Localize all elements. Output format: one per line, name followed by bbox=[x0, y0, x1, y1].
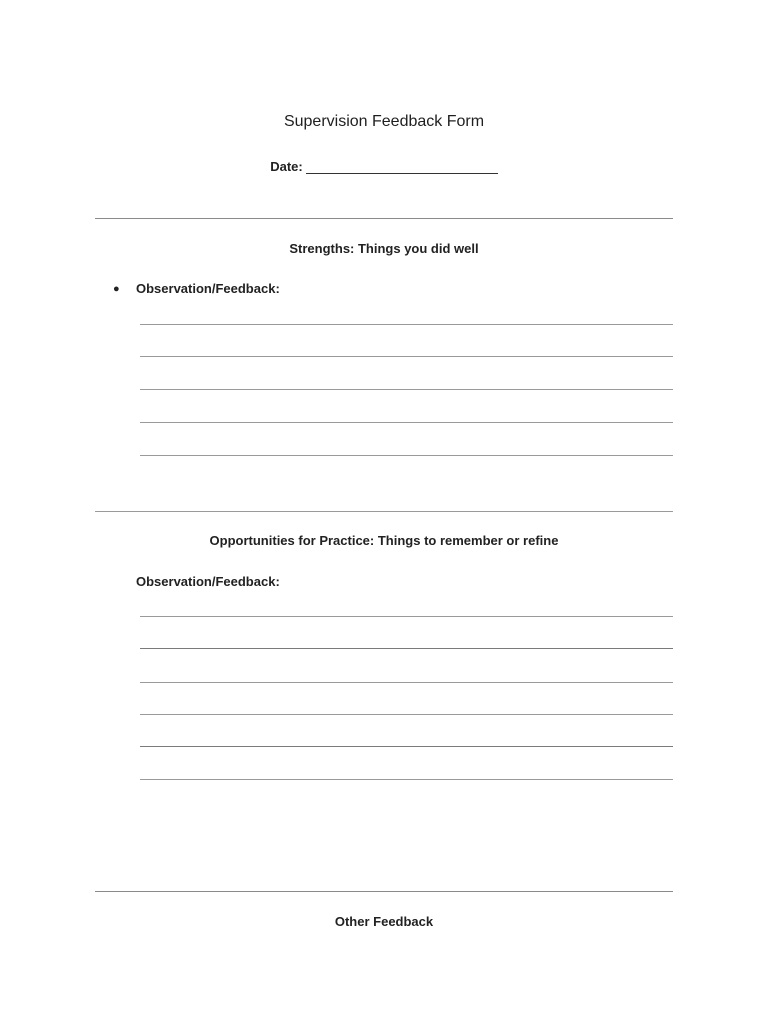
form-title: Supervision Feedback Form bbox=[283, 113, 485, 130]
opportunities-observation-label: Observation/Feedback: bbox=[136, 574, 280, 589]
date-field[interactable] bbox=[306, 158, 498, 174]
strengths-observation-label: Observation/Feedback: bbox=[136, 281, 280, 296]
strengths-heading: Strengths: Things you did well bbox=[289, 241, 479, 256]
strengths-feedback-line-4[interactable] bbox=[140, 422, 673, 423]
opportunities-feedback-line-4[interactable] bbox=[140, 714, 673, 715]
strengths-feedback-line-1[interactable] bbox=[140, 324, 673, 325]
section-divider-opportunities bbox=[95, 511, 673, 512]
opportunities-feedback-line-5[interactable] bbox=[140, 746, 673, 747]
strengths-feedback-line-3[interactable] bbox=[140, 389, 673, 390]
opportunities-feedback-line-3[interactable] bbox=[140, 682, 673, 683]
strengths-feedback-line-2[interactable] bbox=[140, 356, 673, 357]
opportunities-feedback-line-2[interactable] bbox=[140, 648, 673, 649]
opportunities-feedback-line-1[interactable] bbox=[140, 616, 673, 617]
section-divider-strengths bbox=[95, 218, 673, 219]
other-feedback-heading: Other Feedback bbox=[334, 914, 434, 929]
opportunities-heading: Opportunities for Practice: Things to remember or refine bbox=[209, 533, 559, 548]
bullet-icon: ● bbox=[113, 283, 120, 295]
date-row bbox=[0, 158, 768, 174]
date-label: Date: bbox=[270, 159, 303, 174]
strengths-feedback-line-5[interactable] bbox=[140, 455, 673, 456]
opportunities-feedback-line-6[interactable] bbox=[140, 779, 673, 780]
section-divider-other bbox=[95, 891, 673, 892]
